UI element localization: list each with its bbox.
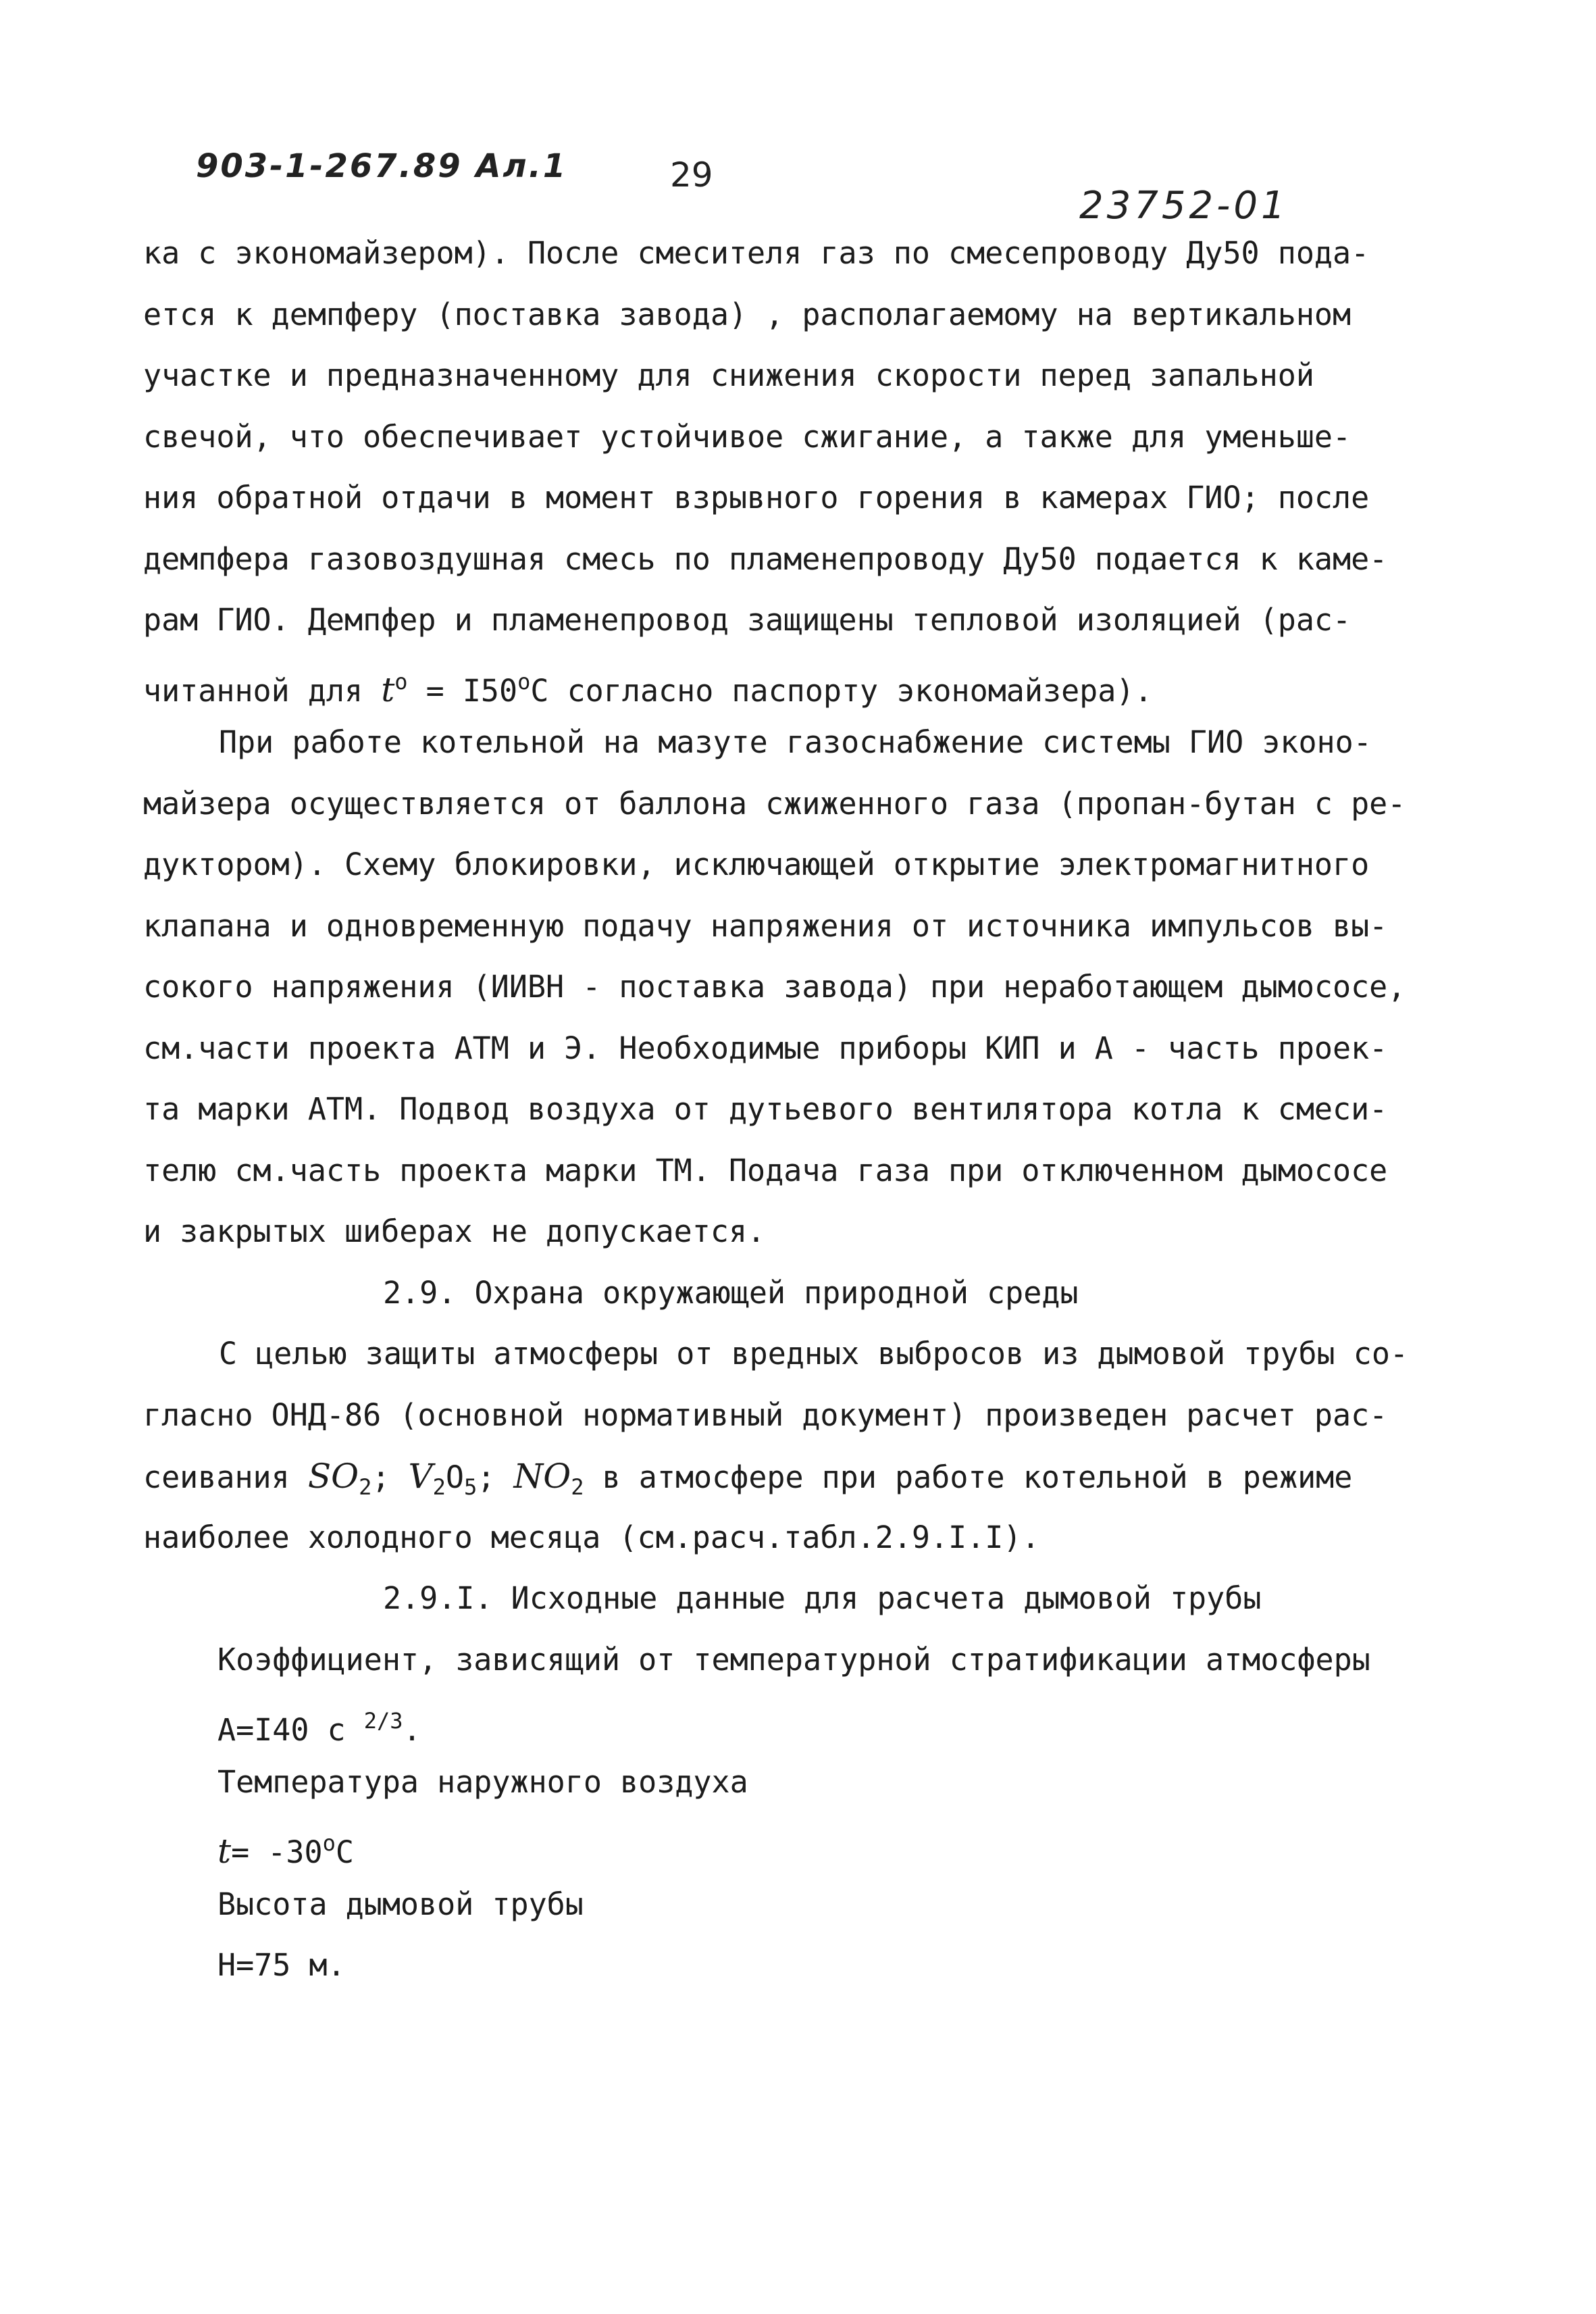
document-body [143,223,1453,1996]
text-line-formula: читанной для $t^o = I50^oC$ согласно паспорту экономайзера). [143,668,1153,709]
text-line: наиболее холодного месяца (см.расч.табл.2.9.I.I). [143,1519,1040,1555]
text-line: рам ГИО. Демпфер и пламенепровод защищены тепловой изоляцией (рас- [143,602,1352,638]
text-line: дуктором). Схему блокировки, исключающей открытие электромагнитного [143,847,1370,882]
text-line: телю см.часть проекта марки ТМ. Подача газа при отключенном дымососе [143,1152,1388,1188]
temperature-label: Температура наружного воздуха [217,1763,748,1800]
subsection-heading: 2.9.I. Исходные данные для расчета дымовой трубы [383,1580,1262,1616]
coefficient-value: A=I40 c $^{2/3}$. [217,1708,421,1748]
text-line: участке и предназначенному для снижения скорости перед запальной [143,357,1314,393]
height-value: H=75 м. [217,1947,346,1983]
text-line: ния обратной отдачи в момент взрывного горения в камерах ГИО; после [143,480,1370,515]
text-line: С целью защиты атмосферы от вредных выбросов из дымовой трубы со- [219,1336,1408,1372]
text-line: сокого напряжения (ИИВН - поставка завода) при неработающем дымососе, [143,969,1406,1005]
page-number: 29 [670,155,713,195]
text-line: та марки АТМ. Подвод воздуха от дутьевого вентилятора котла к смеси- [143,1091,1388,1127]
text-line: и закрытых шиберах не допускается. [143,1213,766,1249]
text-line: ется к демпферу (поставка завода) , располагаемому на вертикальном [143,296,1352,332]
text-line-formula: сеивания $SO_2$; $V_2O_5$; $NO_2$ в атмосфере при работе котельной в режиме [143,1457,1353,1500]
text-line: демпфера газовоздушная смесь по пламенепроводу Ду50 подается к каме- [143,540,1388,577]
text-line: ка с экономайзером). После смесителя газ по смесепроводу Ду50 пода- [143,235,1370,271]
coefficient-label: Коэффициент, зависящий от температурной стратификации атмосферы [217,1641,1370,1678]
text-line: свечой, что обеспечивает устойчивое сжигание, а также для уменьше- [143,418,1352,455]
temperature-value: $t= -30^oC$ [217,1830,354,1871]
text-line: см.части проекта АТМ и Э. Необходимые приборы КИП и А - часть проек- [143,1030,1388,1066]
text-line: гласно ОНД-86 (основной нормативный документ) произведен расчет рас- [143,1397,1388,1433]
inventory-number: 23752-01 [1079,184,1289,228]
document-code: 903-1-267.89 Ал.1 [196,147,568,185]
section-heading: 2.9. Охрана окружающей природной среды [383,1274,1079,1311]
text-line: клапана и одновременную подачу напряжения от источника импульсов вы- [143,907,1388,944]
text-line: При работе котельной на мазуте газоснабжение системы ГИО эконо- [219,724,1372,760]
text-line: майзера осуществляется от баллона сжиженного газа (пропан-бутан с ре- [143,785,1406,822]
height-label: Высота дымовой трубы [217,1886,584,1922]
